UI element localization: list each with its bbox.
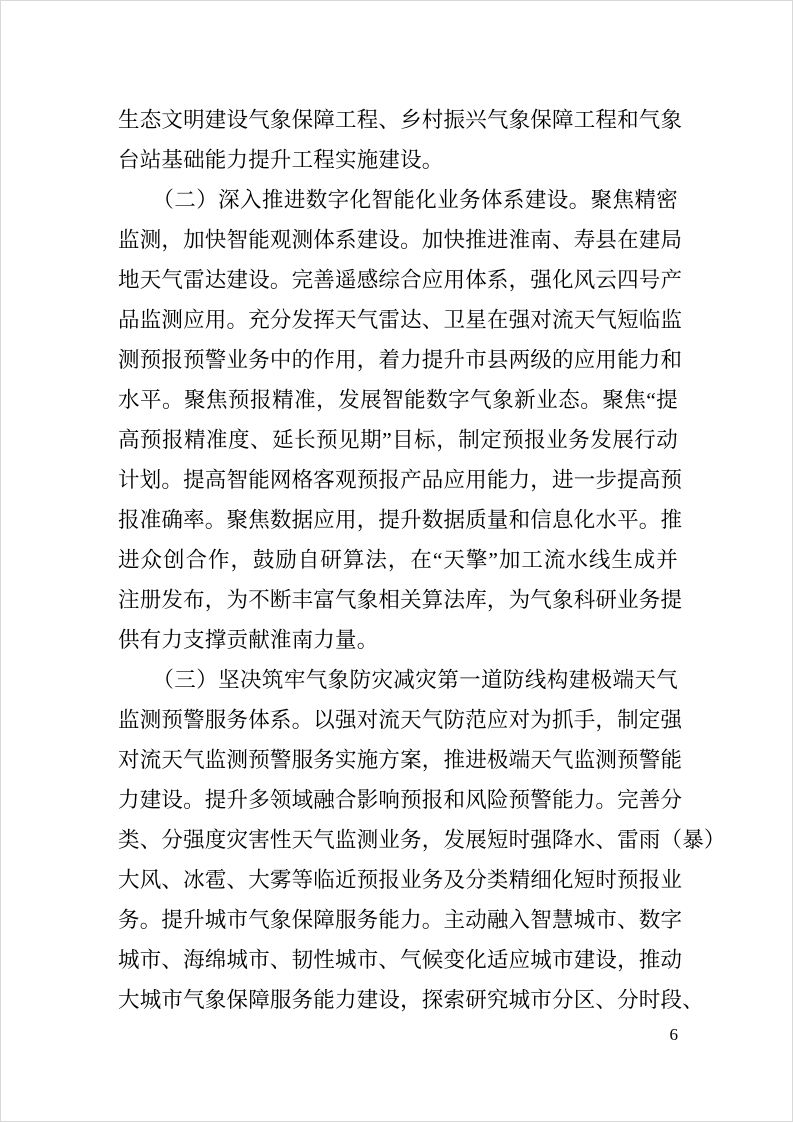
text-line: （三）坚决筑牢气象防灾减灾第一道防线构建极端天气 bbox=[152, 668, 678, 692]
text-line: （二）深入推进数字化智能化业务体系建设。聚焦精密 bbox=[152, 188, 678, 212]
text-line: 大风、冰雹、大雾等临近预报业务及分类精细化短时预报业 bbox=[118, 868, 683, 892]
text-line: 城市、海绵城市、韧性城市、气候变化适应城市建设，推动 bbox=[118, 948, 683, 972]
text-line: 报准确率。聚焦数据应用，提升数据质量和信息化水平。推 bbox=[118, 508, 683, 532]
text-line: 高预报精准度、延长预见期”目标，制定预报业务发展行动 bbox=[118, 428, 678, 452]
paragraph bbox=[118, 100, 683, 180]
text-line: 进众创合作，鼓励自研算法，在“天擎”加工流水线生成并 bbox=[118, 548, 678, 572]
text-line: 地天气雷达建设。完善遥感综合应用体系，强化风云四号产 bbox=[118, 268, 683, 292]
text-line: 务。提升城市气象保障服务能力。主动融入智慧城市、数字 bbox=[118, 908, 683, 932]
paragraph bbox=[118, 660, 726, 1020]
text-line: 测预报预警业务中的作用，着力提升市县两级的应用能力和 bbox=[118, 348, 683, 372]
text-line: 品监测应用。充分发挥天气雷达、卫星在强对流天气短临监 bbox=[118, 308, 683, 332]
text-line: 水平。聚焦预报精准，发展智能数字气象新业态。聚焦“提 bbox=[118, 388, 678, 412]
text-line: 大城市气象保障服务能力建设，探索研究城市分区、分时段、 bbox=[118, 988, 704, 1012]
text-line: 力建设。提升多领域融合影响预报和风险预警能力。完善分 bbox=[118, 788, 683, 812]
text-line: 类、分强度灾害性天气监测业务，发展短时强降水、雷雨（暴） bbox=[118, 828, 726, 852]
document-body bbox=[118, 100, 726, 1020]
text-line: 台站基础能力提升工程实施建设。 bbox=[118, 148, 444, 172]
text-line: 计划。提高智能网格客观预报产品应用能力，进一步提高预 bbox=[118, 468, 683, 492]
text-line: 对流天气监测预警服务实施方案，推进极端天气监测预警能 bbox=[118, 748, 683, 772]
text-line: 监测，加快智能观测体系建设。加快推进淮南、寿县在建局 bbox=[118, 228, 683, 252]
paragraph bbox=[118, 180, 683, 660]
text-line: 生态文明建设气象保障工程、乡村振兴气象保障工程和气象 bbox=[118, 108, 683, 132]
text-line: 注册发布，为不断丰富气象相关算法库，为气象科研业务提 bbox=[118, 588, 683, 612]
text-line: 供有力支撑贡献淮南力量。 bbox=[118, 628, 379, 652]
page-number: 6 bbox=[669, 1025, 678, 1044]
text-line: 监测预警服务体系。以强对流天气防范应对为抓手，制定强 bbox=[118, 708, 683, 732]
